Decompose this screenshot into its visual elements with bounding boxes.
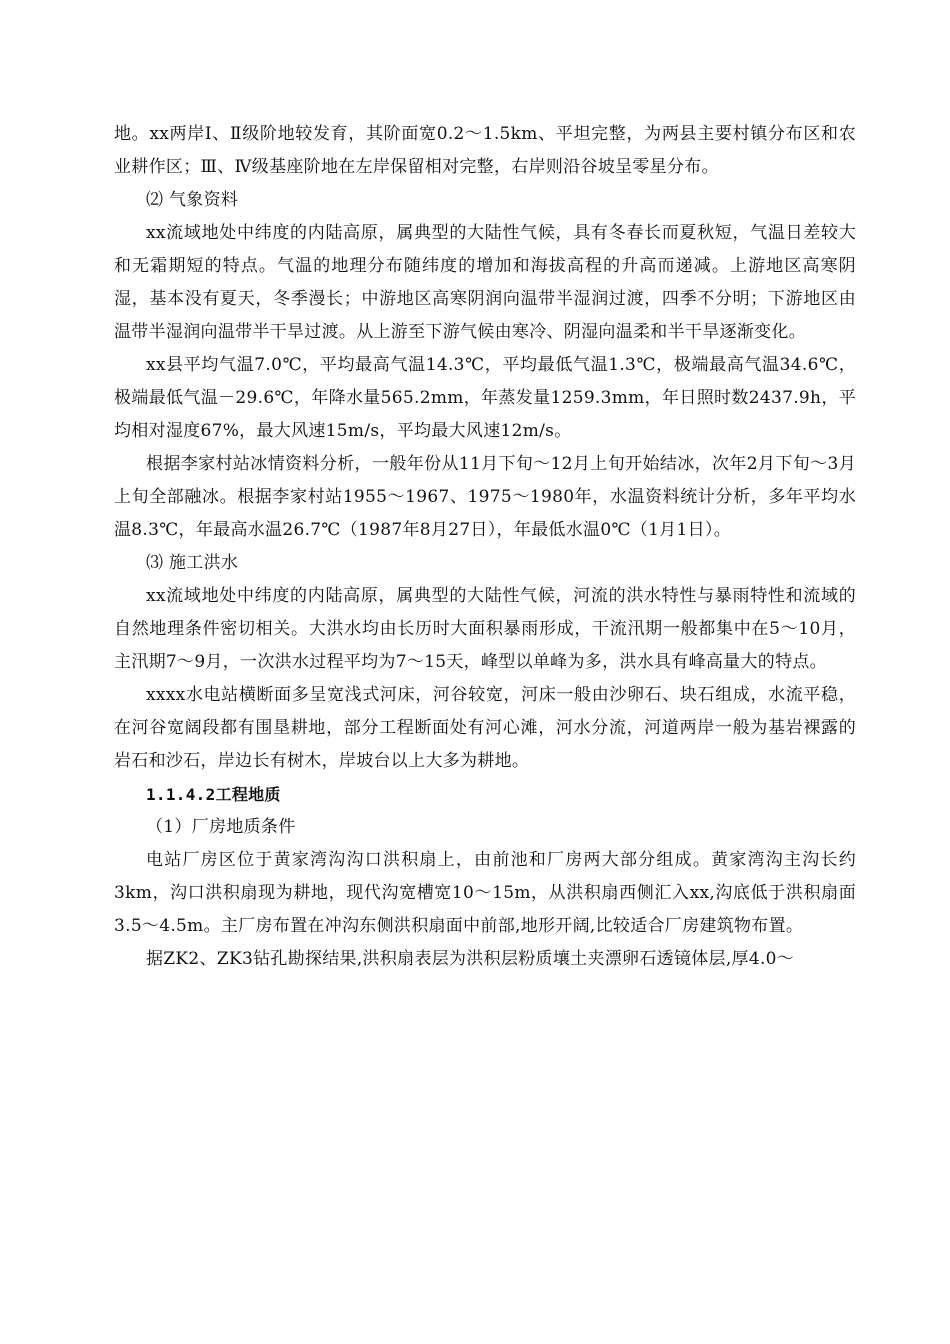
paragraph-flood-characteristics: xx流域地处中纬度的内陆高原，属典型的大陆性气候，河流的洪水特性与暴雨特性和流域的自然地理条件密切相关。大洪水均由长历时大面积暴雨形成，干流汛期一般都集中在5～10月，主汛期7～9月，一次洪水过程平均为7～15天，峰型以单峰为多，洪水具有峰高量大的特点。 [114, 586, 856, 672]
section-heading-engineering-geology: 1.1.4.2工程地质 [146, 785, 281, 804]
document-page [114, 118, 856, 976]
section-title-meteorology: ⑵ 气象资料 [146, 190, 239, 210]
paragraph-powerhouse-location: 电站厂房区位于黄家湾沟沟口洪积扇上，由前池和厂房两大部分组成。黄家湾沟主沟长约3km，沟口洪积扇现为耕地，现代沟宽槽宽10～15m，从洪积扇西侧汇入xx,沟底低于洪积扇面3.5～4.5m。主厂房布置在冲沟东侧洪积扇面中前部,地形开阔,比较适合厂房建筑物布置。 [114, 850, 856, 936]
paragraph-river-cross-section: xxxx水电站横断面多呈宽浅式河床，河谷较宽，河床一般由沙卵石、块石组成，水流平稳，在河谷宽阔段都有围垦耕地，部分工程断面处有河心滩，河水分流，河道两岸一般为基岩裸露的岩石和沙石，岸边长有树木，岸坡台以上大多为耕地。 [114, 685, 856, 771]
paragraph-ice-water-temperature: 根据李家村站冰情资料分析，一般年份从11月下旬～12月上旬开始结冰，次年2月下旬～3月上旬全部融冰。根据李家村站1955～1967、1975～1980年，水温资料统计分析，多年平均水温8.3℃，年最高水温26.7℃（1987年8月27日），年最低水温0℃（1月1日）。 [114, 454, 856, 540]
paragraph-terrace-description: 地。xx两岸Ⅰ、Ⅱ级阶地较发育，其阶面宽0.2～1.5km、平坦完整，为两县主要村镇分布区和农业耕作区；Ⅲ、Ⅳ级基座阶地在左岸保留相对完整，右岸则沿谷坡呈零星分布。 [114, 124, 856, 177]
section-title-construction-flood: ⑶ 施工洪水 [146, 553, 239, 573]
paragraph-borehole-results: 据ZK2、ZK3钻孔勘探结果,洪积扇表层为洪积层粉质壤土夹漂卵石透镜体层,厚4.0～ [146, 949, 795, 969]
paragraph-temperature-stats: xx县平均气温7.0℃，平均最高气温14.3℃，平均最低气温1.3℃，极端最高气温34.6℃，极端最低气温－29.6℃，年降水量565.2mm，年蒸发量1259.3mm，年日照时数2437.9h，平均相对湿度67%，最大风速15m/s，平均最大风速12m/s。 [114, 355, 856, 441]
section-title-powerhouse-geology: （1）厂房地质条件 [146, 817, 296, 837]
paragraph-climate-overview: xx流域地处中纬度的内陆高原，属典型的大陆性气候，具有冬春长而夏秋短，气温日差较大和无霜期短的特点。气温的地理分布随纬度的增加和海拔高程的升高而递减。上游地区高寒阴湿，基本没有夏天，冬季漫长；中游地区高寒阴润向温带半湿润过渡，四季不分明；下游地区由温带半湿润向温带半干旱过渡。从上游至下游气候由寒冷、阴湿向温柔和半干旱逐渐变化。 [114, 223, 856, 342]
